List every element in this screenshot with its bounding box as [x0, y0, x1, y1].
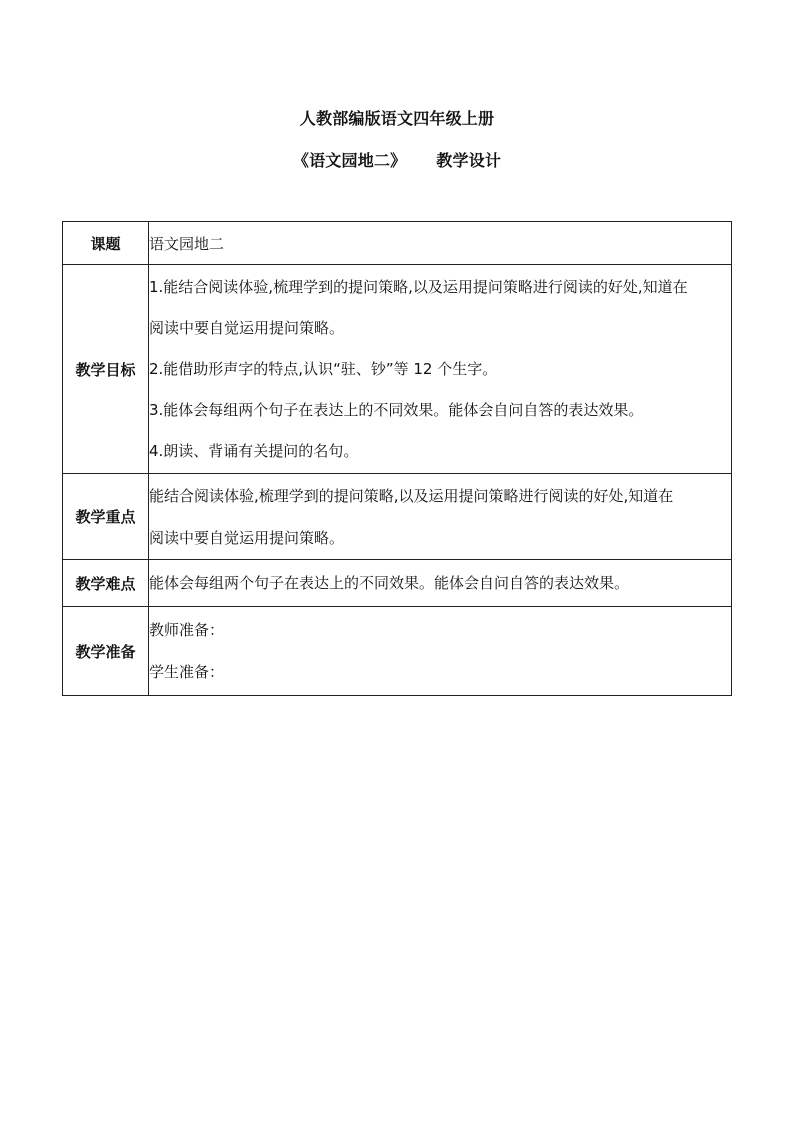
- student-preparation: 学生准备：: [149, 663, 225, 681]
- table-row-topic: [63, 222, 732, 265]
- difficulty-content: [149, 560, 732, 607]
- table-row-goals: [63, 265, 732, 474]
- table-row-difficulty: [63, 560, 732, 607]
- goals-line: 1.能结合阅读体验,梳理学到的提问策略,以及运用提问策略进行阅读的好处,知道在: [149, 277, 688, 296]
- teacher-preparation: 教师准备：: [149, 621, 225, 639]
- design-label: 教学设计: [436, 151, 502, 170]
- goals-line: 4.朗读、背诵有关提问的名句。: [149, 441, 359, 460]
- difficulty-text: 能体会每组两个句子在表达上的不同效果。能体会自问自答的表达效果。: [149, 574, 630, 592]
- document-title-text: 人教部编版语文四年级上册: [299, 109, 495, 128]
- lesson-name: 《语文园地二》: [292, 151, 407, 170]
- preparation-label: 教学准备: [63, 607, 149, 696]
- topic-value: [149, 222, 732, 265]
- focus-label: 教学重点: [63, 474, 149, 560]
- topic-text: 语文园地二: [149, 234, 225, 253]
- focus-content: [149, 474, 732, 560]
- difficulty-label: 教学难点: [63, 560, 149, 607]
- preparation-content: [149, 607, 732, 696]
- focus-line: 能结合阅读体验,梳理学到的提问策略,以及运用提问策略进行阅读的好处,知道在: [149, 486, 674, 505]
- goals-line: 3.能体会每组两个句子在表达上的不同效果。能体会自问自答的表达效果。: [149, 400, 644, 419]
- focus-line: 阅读中要自觉运用提问策略。: [149, 528, 345, 547]
- table-row-preparation: [63, 607, 732, 696]
- goals-content: [149, 265, 732, 474]
- goals-line: 2.能借助形声字的特点,认识“驻、钞”等 12 个生字。: [149, 359, 498, 378]
- goals-line: 阅读中要自觉运用提问策略。: [149, 318, 345, 337]
- topic-label: 课题: [63, 222, 149, 265]
- table-row-focus: [63, 474, 732, 560]
- goals-label: 教学目标: [63, 265, 149, 474]
- lesson-plan-table: [62, 221, 732, 696]
- document-title: [0, 109, 794, 129]
- document-subtitle: [0, 151, 794, 171]
